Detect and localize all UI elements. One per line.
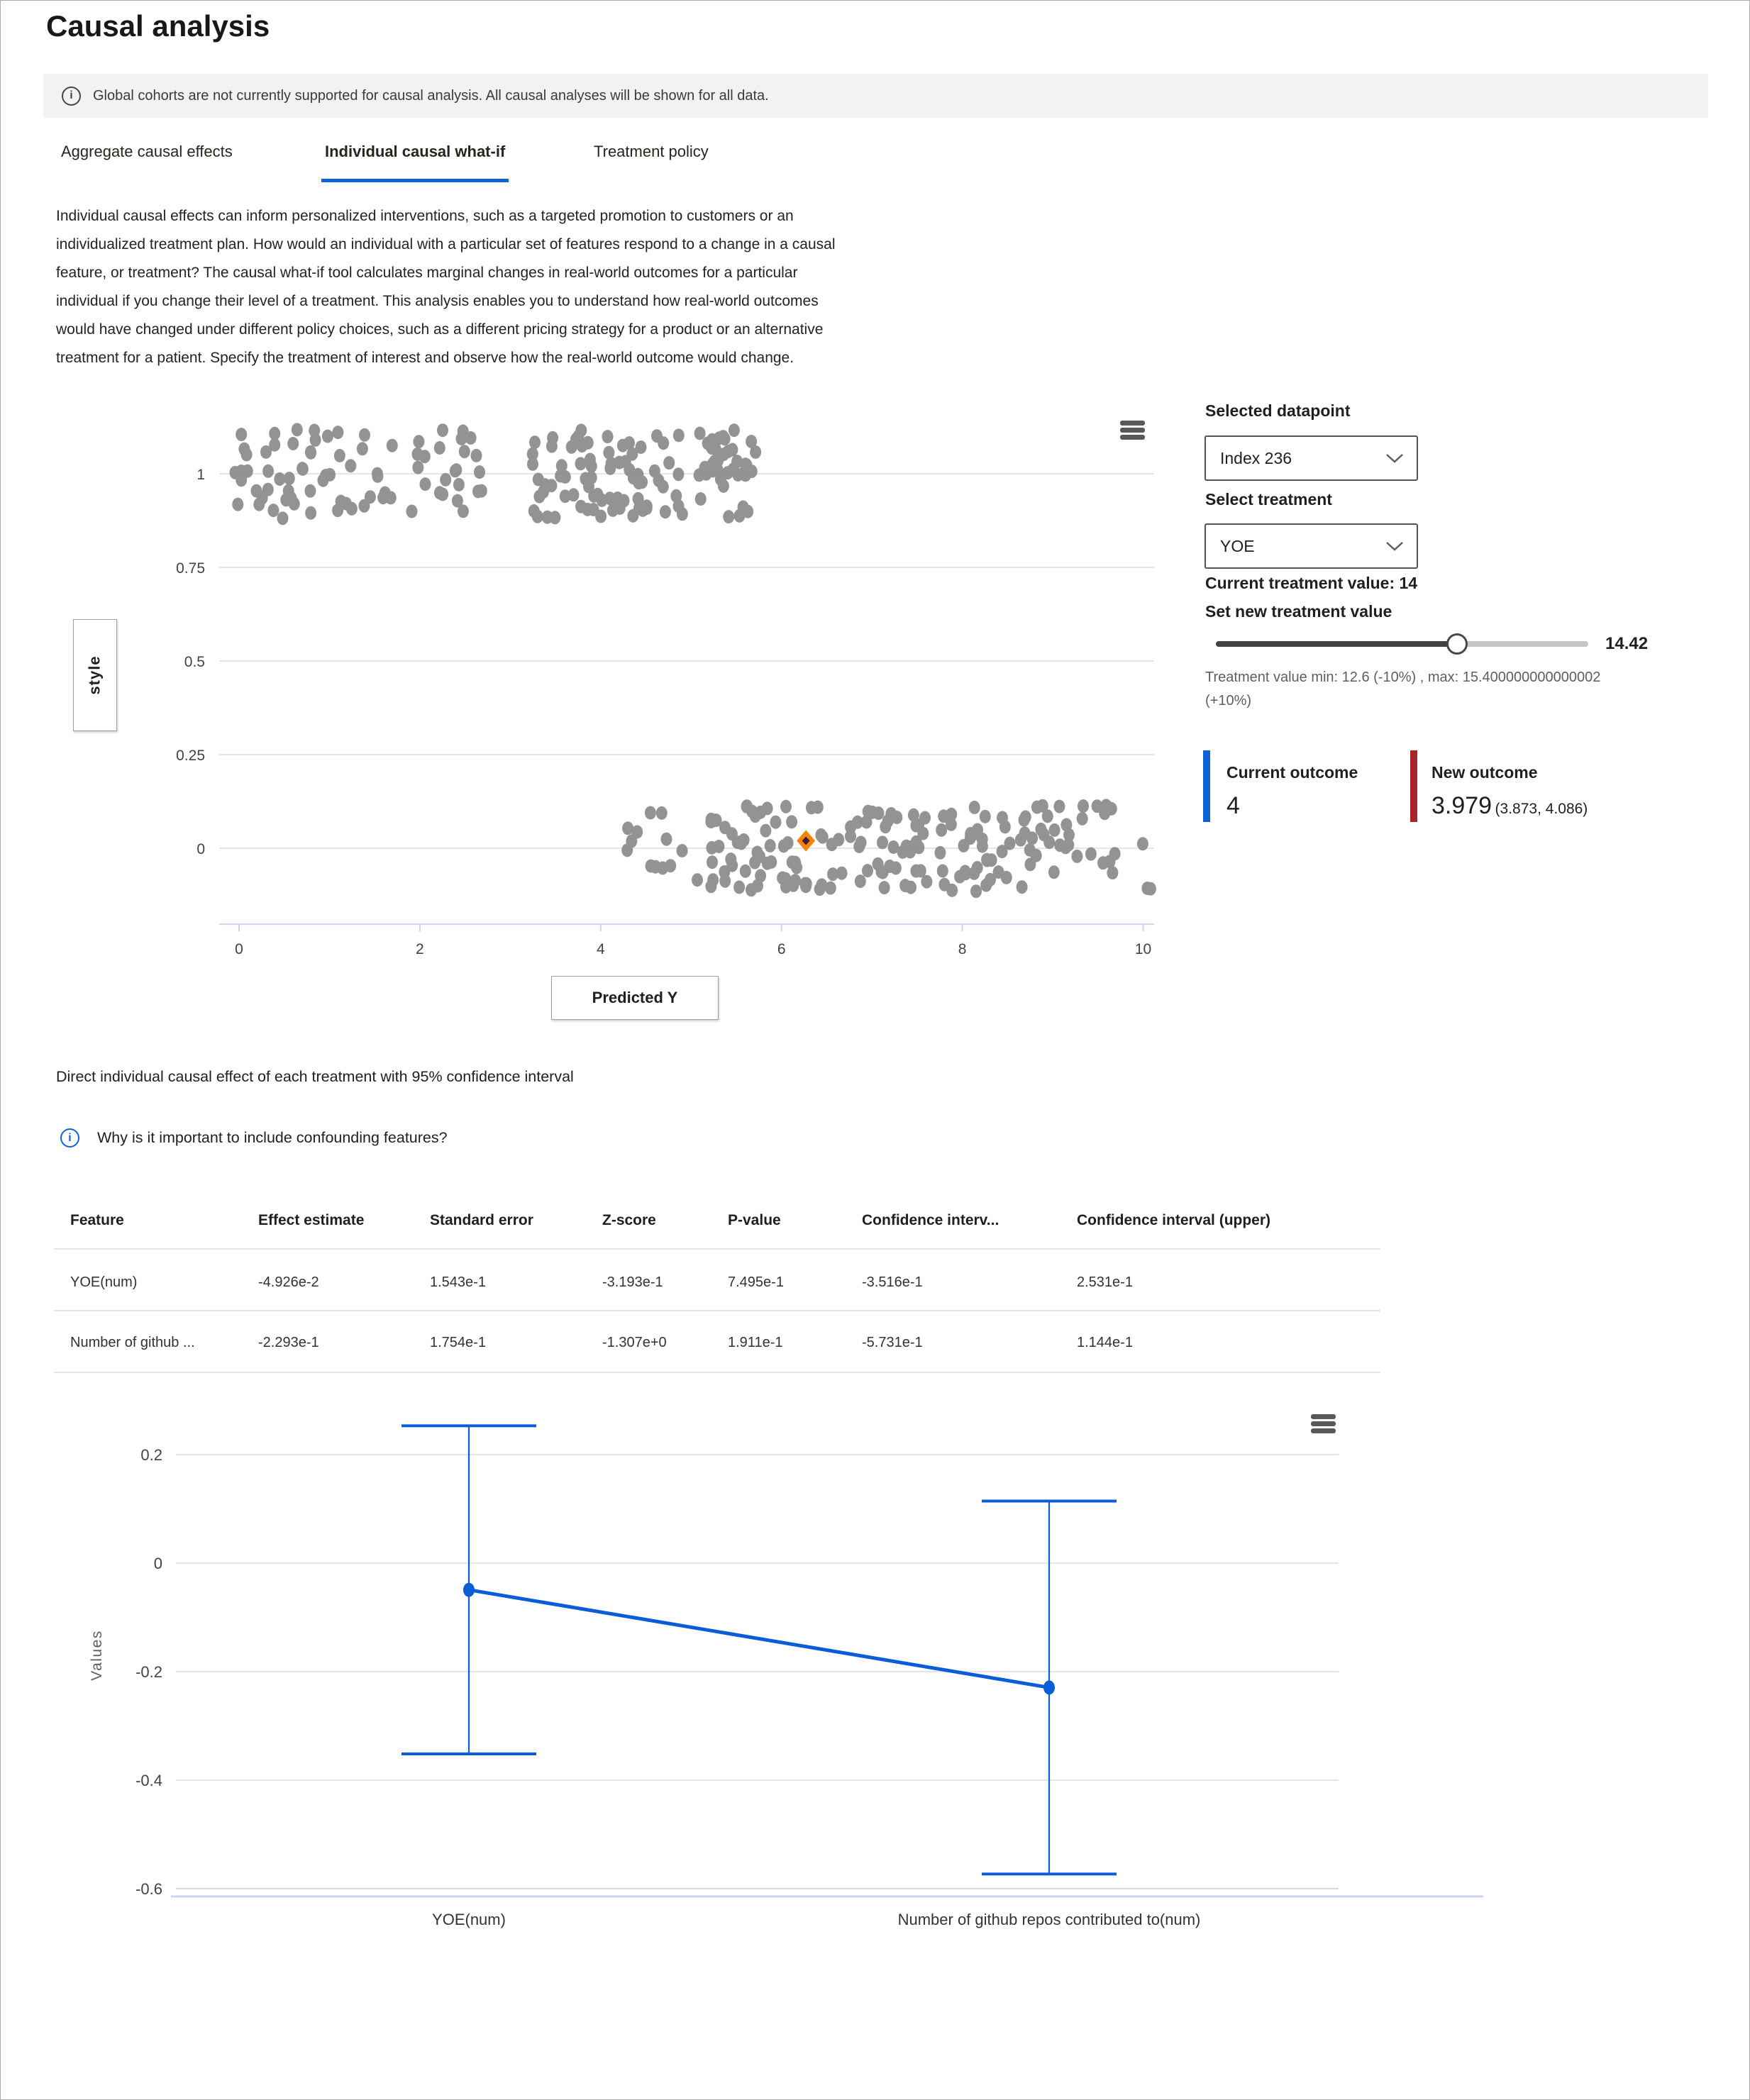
datapoint[interactable]: [855, 874, 866, 888]
page-title: Causal analysis: [46, 9, 270, 43]
treatment-dropdown[interactable]: [1204, 523, 1418, 569]
datapoint[interactable]: [786, 815, 797, 828]
datapoint[interactable]: [752, 879, 763, 893]
datapoint[interactable]: [651, 429, 663, 443]
datapoint[interactable]: [739, 466, 751, 479]
datapoint[interactable]: [456, 432, 467, 445]
datapoint[interactable]: [645, 806, 656, 820]
datapoint[interactable]: [862, 864, 873, 877]
x-tick-label: 10: [1134, 941, 1152, 958]
datapoint[interactable]: [908, 809, 919, 822]
table-cell: 7.495e-1: [728, 1274, 784, 1290]
datapoint[interactable]: [458, 504, 469, 518]
datapoint[interactable]: [305, 445, 316, 459]
datapoint[interactable]: [936, 823, 947, 837]
datapoint[interactable]: [672, 467, 684, 481]
datapoint[interactable]: [357, 442, 368, 455]
datapoint[interactable]: [780, 800, 792, 813]
datapoint[interactable]: [529, 435, 541, 449]
datapoint[interactable]: [917, 827, 929, 840]
column-header: P-value: [728, 1212, 781, 1228]
datapoint[interactable]: [309, 424, 320, 438]
datapoint[interactable]: [673, 499, 685, 513]
effect-point[interactable]: [1043, 1680, 1055, 1694]
x-category-label: Number of github repos contributed to(num): [897, 1911, 1201, 1928]
column-header: Feature: [70, 1212, 124, 1228]
y-tick-label: -0.2: [135, 1663, 162, 1681]
selected-datapoint-value: Index 236: [1220, 448, 1292, 467]
datapoint[interactable]: [575, 457, 587, 470]
datapoint[interactable]: [694, 427, 706, 440]
datapoint[interactable]: [782, 836, 794, 850]
datapoint[interactable]: [656, 806, 668, 820]
current-treatment-value-text: Current treatment value: 14: [1205, 574, 1418, 592]
datapoint[interactable]: [985, 873, 996, 887]
datapoint[interactable]: [728, 462, 739, 476]
y-tick-label: 1: [196, 467, 205, 483]
datapoint[interactable]: [891, 811, 902, 824]
table-cell: YOE(num): [70, 1274, 138, 1290]
datapoint[interactable]: [586, 471, 597, 484]
datapoint[interactable]: [827, 867, 838, 881]
datapoint[interactable]: [711, 813, 722, 827]
table-cell: -3.193e-1: [602, 1274, 663, 1290]
datapoint[interactable]: [653, 474, 664, 487]
datapoint[interactable]: [890, 862, 902, 875]
datapoint[interactable]: [334, 449, 345, 462]
datapoint[interactable]: [719, 865, 730, 879]
datapoint[interactable]: [1024, 843, 1036, 857]
datapoint[interactable]: [1048, 865, 1060, 879]
datapoint[interactable]: [958, 839, 970, 852]
causal-effects-errorbar-chart: [1, 1391, 1526, 1958]
datapoint[interactable]: [934, 846, 946, 860]
datapoint[interactable]: [968, 867, 980, 880]
datapoint[interactable]: [595, 510, 607, 523]
info-icon: i: [60, 1128, 79, 1148]
datapoint[interactable]: [736, 837, 747, 850]
y-tick-label: 0.75: [176, 560, 205, 577]
datapoint[interactable]: [459, 445, 470, 458]
confounding-info-text: Why is it important to include confounding features?: [97, 1129, 448, 1146]
datapoint[interactable]: [695, 492, 707, 506]
datapoint[interactable]: [915, 864, 926, 877]
datapoint[interactable]: [733, 881, 745, 894]
datapoint[interactable]: [677, 844, 688, 857]
x-tick-label: 4: [596, 941, 605, 958]
datapoint[interactable]: [419, 450, 431, 463]
datapoint[interactable]: [1107, 866, 1118, 879]
datapoint[interactable]: [799, 877, 811, 891]
y-axis-selector-button[interactable]: [73, 619, 117, 731]
datapoint[interactable]: [663, 456, 675, 470]
column-header: Z-score: [602, 1212, 656, 1228]
intro-line: treatment for a patient. Specify the treatment of interest and observe how the real-world outcome would change.: [56, 350, 794, 366]
treatment-slider-handle[interactable]: [1446, 633, 1468, 655]
treatment-range-note: [1205, 666, 1702, 713]
y-axis-title: Values: [89, 1630, 105, 1681]
x-tick-label: 6: [777, 941, 786, 958]
treatment-slider-value: 14.42: [1605, 634, 1649, 653]
datapoint[interactable]: [260, 445, 272, 459]
datapoint[interactable]: [879, 881, 890, 894]
datapoint[interactable]: [538, 485, 549, 499]
datapoint[interactable]: [852, 816, 863, 829]
tab-treatment-policy[interactable]: Treatment policy: [594, 143, 709, 160]
datapoint[interactable]: [622, 821, 633, 835]
table-cell: -2.293e-1: [258, 1335, 319, 1350]
tab-label: Individual causal what-if: [325, 143, 506, 160]
datapoint[interactable]: [969, 801, 980, 814]
datapoint[interactable]: [453, 478, 465, 491]
datapoint[interactable]: [236, 428, 247, 441]
y-tick-label: 0: [153, 1555, 162, 1572]
datapoint[interactable]: [997, 811, 1008, 825]
table-cell: Number of github ...: [70, 1335, 195, 1350]
datapoint[interactable]: [760, 824, 771, 838]
datapoint[interactable]: [232, 498, 243, 511]
table-divider: [54, 1372, 1380, 1373]
datapoint[interactable]: [725, 852, 736, 866]
datapoint[interactable]: [474, 465, 485, 479]
datapoint[interactable]: [899, 879, 911, 892]
x-axis-selector-label: Predicted Y: [592, 989, 678, 1006]
datapoint[interactable]: [873, 806, 885, 820]
selected-datapoint-dropdown[interactable]: [1204, 435, 1418, 481]
table-cell: 1.543e-1: [430, 1274, 486, 1290]
datapoint[interactable]: [304, 484, 316, 498]
column-header: Confidence interv...: [862, 1212, 999, 1228]
datapoint[interactable]: [946, 818, 957, 831]
info-banner: [43, 74, 1708, 118]
table-cell: 1.911e-1: [728, 1335, 783, 1350]
datapoint[interactable]: [440, 473, 451, 487]
datapoint[interactable]: [641, 499, 653, 513]
datapoint[interactable]: [977, 840, 988, 853]
datapoint[interactable]: [277, 511, 289, 525]
current-outcome-accent-bar: [1203, 750, 1210, 822]
datapoint[interactable]: [646, 860, 657, 873]
datapoint[interactable]: [633, 476, 644, 489]
datapoint[interactable]: [1043, 835, 1055, 849]
datapoint[interactable]: [873, 857, 884, 871]
datapoint[interactable]: [624, 463, 635, 477]
datapoint[interactable]: [1109, 847, 1121, 860]
y-tick-label: -0.4: [135, 1772, 162, 1789]
current-outcome-label: Current outcome: [1226, 763, 1358, 782]
errorbar-chart-menu-icon[interactable]: [1311, 1414, 1336, 1435]
y-axis-selector-label: style: [86, 655, 104, 695]
datapoint[interactable]: [855, 836, 867, 850]
datapoint[interactable]: [365, 490, 376, 504]
y-tick-label: 0: [196, 841, 205, 857]
datapoint[interactable]: [318, 474, 329, 487]
datapoint[interactable]: [1097, 856, 1109, 870]
datapoint[interactable]: [575, 423, 587, 437]
datapoint[interactable]: [765, 839, 776, 852]
y-tick-label: 0.5: [184, 654, 205, 670]
intro-line: would have changed under different policy choices, such as a different pricing strategy for a product or an alternative: [56, 321, 824, 338]
intro-paragraph: [56, 202, 835, 372]
selected-datapoint-label: Selected datapoint: [1205, 401, 1351, 420]
datapoint[interactable]: [387, 439, 398, 452]
whatif-scatter-chart: [1, 398, 1221, 1036]
datapoint[interactable]: [547, 431, 558, 445]
datapoint[interactable]: [661, 833, 672, 846]
datapoint[interactable]: [812, 801, 824, 814]
datapoint[interactable]: [332, 426, 343, 439]
datapoint[interactable]: [707, 441, 718, 455]
datapoint[interactable]: [707, 873, 719, 887]
current-outcome-value: 4: [1226, 792, 1240, 819]
new-outcome-label: New outcome: [1431, 763, 1538, 782]
datapoint[interactable]: [718, 479, 729, 493]
column-header: Effect estimate: [258, 1212, 365, 1228]
datapoint[interactable]: [673, 428, 685, 442]
datapoint[interactable]: [322, 430, 333, 443]
datapoint[interactable]: [746, 435, 757, 448]
x-axis-selector-button[interactable]: [551, 976, 719, 1020]
datapoint[interactable]: [706, 841, 717, 855]
datapoint[interactable]: [980, 810, 991, 823]
datapoint[interactable]: [762, 801, 773, 815]
datapoint[interactable]: [1060, 818, 1072, 832]
datapoint[interactable]: [238, 443, 250, 456]
intro-line: Individual causal effects can inform personalized interventions, such as a targeted promotion to customers or an: [56, 208, 794, 224]
datapoint[interactable]: [970, 884, 982, 898]
datapoint[interactable]: [267, 504, 279, 517]
x-tick-label: 2: [416, 941, 424, 958]
datapoint[interactable]: [332, 504, 343, 517]
datapoint[interactable]: [305, 506, 316, 520]
y-tick-label: 0.25: [176, 748, 205, 764]
datapoint[interactable]: [292, 423, 303, 436]
datapoint[interactable]: [1053, 800, 1065, 813]
table-cell: -5.731e-1: [862, 1335, 923, 1350]
datapoint[interactable]: [284, 472, 295, 485]
datapoint[interactable]: [1042, 809, 1053, 823]
intro-line: individualized treatment plan. How would an individual with a particular set of features respond to a change in a causal: [56, 236, 836, 252]
effects-caption: Direct individual causal effect of each treatment with 95% confidence interval: [56, 1068, 574, 1085]
datapoint[interactable]: [359, 428, 370, 442]
datapoint[interactable]: [1078, 799, 1089, 813]
datapoint[interactable]: [582, 436, 594, 450]
x-tick-label: 8: [958, 941, 967, 958]
datapoint[interactable]: [413, 435, 424, 448]
datapoint[interactable]: [972, 823, 983, 837]
datapoint[interactable]: [938, 878, 950, 891]
datapoint[interactable]: [527, 448, 538, 461]
datapoint[interactable]: [582, 503, 593, 516]
datapoint[interactable]: [888, 840, 899, 854]
datapoint[interactable]: [406, 505, 418, 518]
datapoint[interactable]: [287, 437, 299, 450]
datapoint[interactable]: [1085, 848, 1097, 861]
datapoint[interactable]: [283, 484, 294, 498]
datapoint[interactable]: [880, 820, 891, 833]
datapoint[interactable]: [937, 865, 948, 878]
datapoint[interactable]: [372, 467, 383, 481]
datapoint[interactable]: [723, 510, 734, 523]
new-outcome-ci: (3.873, 4.086): [1495, 801, 1588, 817]
table-cell: -1.307e+0: [602, 1335, 667, 1350]
datapoint[interactable]: [345, 459, 356, 472]
datapoint[interactable]: [816, 878, 827, 891]
datapoint[interactable]: [528, 504, 540, 518]
datapoint[interactable]: [707, 855, 718, 869]
datapoint[interactable]: [660, 505, 671, 518]
datapoint[interactable]: [817, 830, 829, 844]
datapoint[interactable]: [597, 494, 608, 507]
datapoint[interactable]: [560, 489, 571, 503]
datapoint[interactable]: [450, 465, 461, 478]
selected-tab-underline: [321, 179, 509, 182]
datapoint[interactable]: [377, 491, 389, 504]
info-icon: i: [62, 87, 81, 106]
datapoint[interactable]: [626, 835, 637, 848]
datapoint[interactable]: [742, 505, 753, 518]
column-header: Standard error: [430, 1212, 533, 1228]
datapoint[interactable]: [919, 811, 931, 825]
datapoint[interactable]: [624, 436, 635, 450]
treatment-slider-fill: [1216, 641, 1457, 647]
chevron-down-icon: [1385, 541, 1404, 551]
tab-individual-causal-what-if[interactable]: [325, 143, 505, 161]
datapoint[interactable]: [602, 430, 614, 443]
datapoint[interactable]: [437, 423, 448, 437]
table-cell: 1.754e-1: [430, 1335, 486, 1350]
datapoint[interactable]: [877, 835, 888, 849]
intro-line: individual if you change their level of a treatment. This analysis enables you to understand how real-world outcomes: [56, 293, 819, 309]
datapoint[interactable]: [434, 486, 445, 499]
info-banner-text: Global cohorts are not currently supported for causal analysis. All causal analyses will be shown for all data.: [93, 87, 769, 104]
datapoint[interactable]: [729, 423, 740, 437]
effect-point[interactable]: [463, 1583, 475, 1597]
datapoint[interactable]: [1071, 850, 1082, 863]
datapoint[interactable]: [780, 880, 792, 894]
datapoint[interactable]: [606, 457, 617, 470]
datapoint[interactable]: [1092, 799, 1103, 813]
scatter-chart-menu-icon[interactable]: [1120, 421, 1145, 442]
datapoint[interactable]: [1054, 838, 1065, 852]
set-new-treatment-label: Set new treatment value: [1205, 602, 1392, 621]
table-divider: [54, 1248, 1380, 1250]
datapoint[interactable]: [262, 465, 274, 478]
datapoint[interactable]: [297, 462, 309, 476]
table-cell: -3.516e-1: [862, 1274, 923, 1290]
datapoint[interactable]: [1001, 871, 1012, 884]
datapoint[interactable]: [257, 491, 268, 505]
datapoint[interactable]: [1031, 801, 1043, 814]
treatment-value: YOE: [1220, 536, 1255, 555]
datapoint[interactable]: [1019, 826, 1031, 840]
datapoint[interactable]: [692, 873, 703, 887]
datapoint[interactable]: [346, 502, 358, 516]
chevron-down-icon: [1385, 453, 1404, 463]
confounding-info-link[interactable]: [60, 1128, 448, 1148]
datapoint[interactable]: [412, 461, 423, 474]
table-divider: [54, 1310, 1380, 1311]
tab-aggregate-causal-effects[interactable]: Aggregate causal effects: [61, 143, 233, 160]
y-tick-label: -0.6: [135, 1880, 162, 1898]
datapoint[interactable]: [790, 856, 801, 870]
x-tick-label: 0: [235, 941, 243, 958]
datapoint[interactable]: [471, 449, 482, 462]
datapoint[interactable]: [665, 859, 676, 872]
datapoint[interactable]: [762, 857, 773, 870]
datapoint[interactable]: [740, 865, 751, 878]
select-treatment-label: Select treatment: [1205, 490, 1332, 509]
datapoint[interactable]: [556, 459, 567, 472]
datapoint[interactable]: [997, 845, 1008, 858]
datapoint[interactable]: [1019, 813, 1030, 827]
datapoint[interactable]: [741, 800, 753, 813]
datapoint[interactable]: [986, 853, 997, 867]
treatment-range-note-line1: Treatment value min: 12.6 (-10%) , max: 15.400000000000002: [1205, 670, 1601, 685]
datapoint[interactable]: [770, 816, 781, 829]
datapoint[interactable]: [1049, 823, 1060, 837]
effect-line: [469, 1590, 1049, 1688]
datapoint[interactable]: [863, 805, 874, 818]
datapoint[interactable]: [1141, 882, 1153, 895]
table-cell: -4.926e-2: [258, 1274, 319, 1290]
intro-line: feature, or treatment? The causal what-if tool calculates marginal changes in real-world outcomes for a particular: [56, 265, 798, 281]
y-tick-label: 0.2: [140, 1446, 162, 1464]
datapoint[interactable]: [845, 830, 856, 843]
new-outcome-value-row: [1431, 792, 1588, 820]
treatment-range-note-line2: (+10%): [1205, 693, 1252, 709]
column-header: Confidence interval (upper): [1077, 1212, 1271, 1228]
datapoint[interactable]: [833, 833, 844, 846]
datapoint[interactable]: [472, 484, 484, 498]
datapoint[interactable]: [434, 441, 445, 455]
datapoint[interactable]: [586, 460, 597, 473]
datapoint[interactable]: [636, 440, 647, 454]
table-cell: 2.531e-1: [1077, 1274, 1133, 1290]
datapoint[interactable]: [1106, 802, 1117, 816]
datapoint[interactable]: [1137, 837, 1148, 850]
table-cell: 1.144e-1: [1077, 1335, 1133, 1350]
datapoint[interactable]: [749, 856, 760, 870]
datapoint[interactable]: [1017, 880, 1028, 894]
datapoint[interactable]: [236, 465, 247, 478]
new-outcome-accent-bar: [1410, 750, 1417, 822]
datapoint[interactable]: [542, 511, 553, 524]
datapoint[interactable]: [701, 467, 712, 481]
datapoint[interactable]: [420, 477, 431, 491]
x-category-label: YOE(num): [432, 1911, 506, 1928]
new-outcome-value: 3.979: [1431, 792, 1493, 819]
datapoint[interactable]: [1077, 812, 1088, 826]
